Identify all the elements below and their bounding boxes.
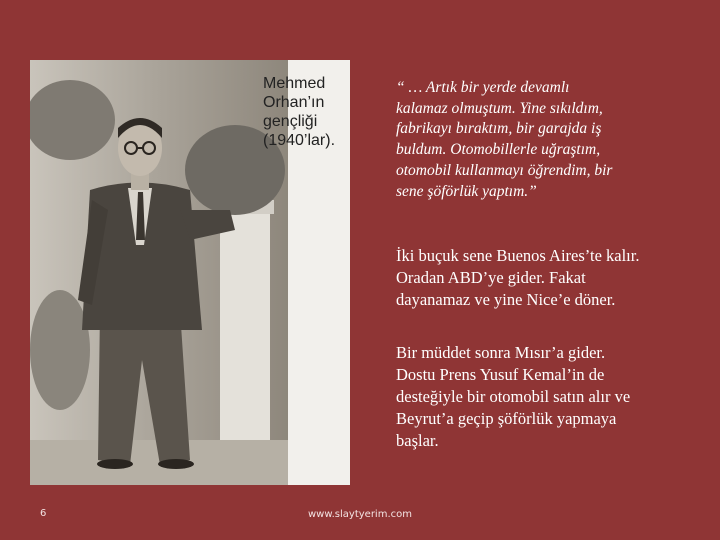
quote-line: kalamaz olmuştum. Yine sıkıldım,	[396, 99, 603, 117]
caption-line: gençliği	[263, 113, 318, 130]
paragraph-line: desteğiyle bir otomobil satın alır ve	[396, 387, 631, 406]
quote-line: buldum. Otomobillerle uğraştım,	[396, 141, 601, 159]
portrait-illustration	[30, 60, 288, 485]
quote-paragraph	[396, 78, 696, 202]
paragraph-line: Beyrut’a geçip şöförlük yapmaya	[396, 409, 617, 428]
portrait-photo	[30, 60, 288, 485]
quote-line: otomobil kullanmayı öğrendim, bir	[396, 161, 613, 179]
photo-caption	[263, 74, 348, 150]
quote-line: “ … Artık bir yerde devamlı	[396, 79, 570, 96]
paragraph-buenos-aires	[396, 245, 639, 311]
quote-line: sene şöförlük yaptım.”	[396, 182, 537, 200]
paragraph-misir	[396, 342, 630, 452]
paragraph-line: Oradan ABD’ye gider. Fakat	[396, 268, 586, 287]
paragraph-line: Dostu Prens Yusuf Kemal’in de	[396, 365, 605, 384]
paragraph-line: dayanamaz ve yine Nice’e döner.	[396, 290, 616, 309]
quote-line: fabrikayı bıraktım, bir garajda iş	[396, 120, 602, 138]
caption-line: (1940’lar).	[263, 132, 336, 149]
paragraph-line: Bir müddet sonra Mısır’a gider.	[396, 343, 606, 362]
text-block	[396, 78, 696, 450]
slide-number: 6	[40, 508, 47, 519]
footer-url: www.slaytyerim.com	[308, 509, 412, 520]
caption-line: Orhan’ın	[263, 94, 325, 111]
paragraph-line: başlar.	[396, 431, 439, 450]
paragraph-line: İki buçuk sene Buenos Aires’te kalır.	[396, 246, 640, 265]
caption-line: Mehmed	[263, 75, 326, 92]
photo-card	[30, 60, 350, 485]
